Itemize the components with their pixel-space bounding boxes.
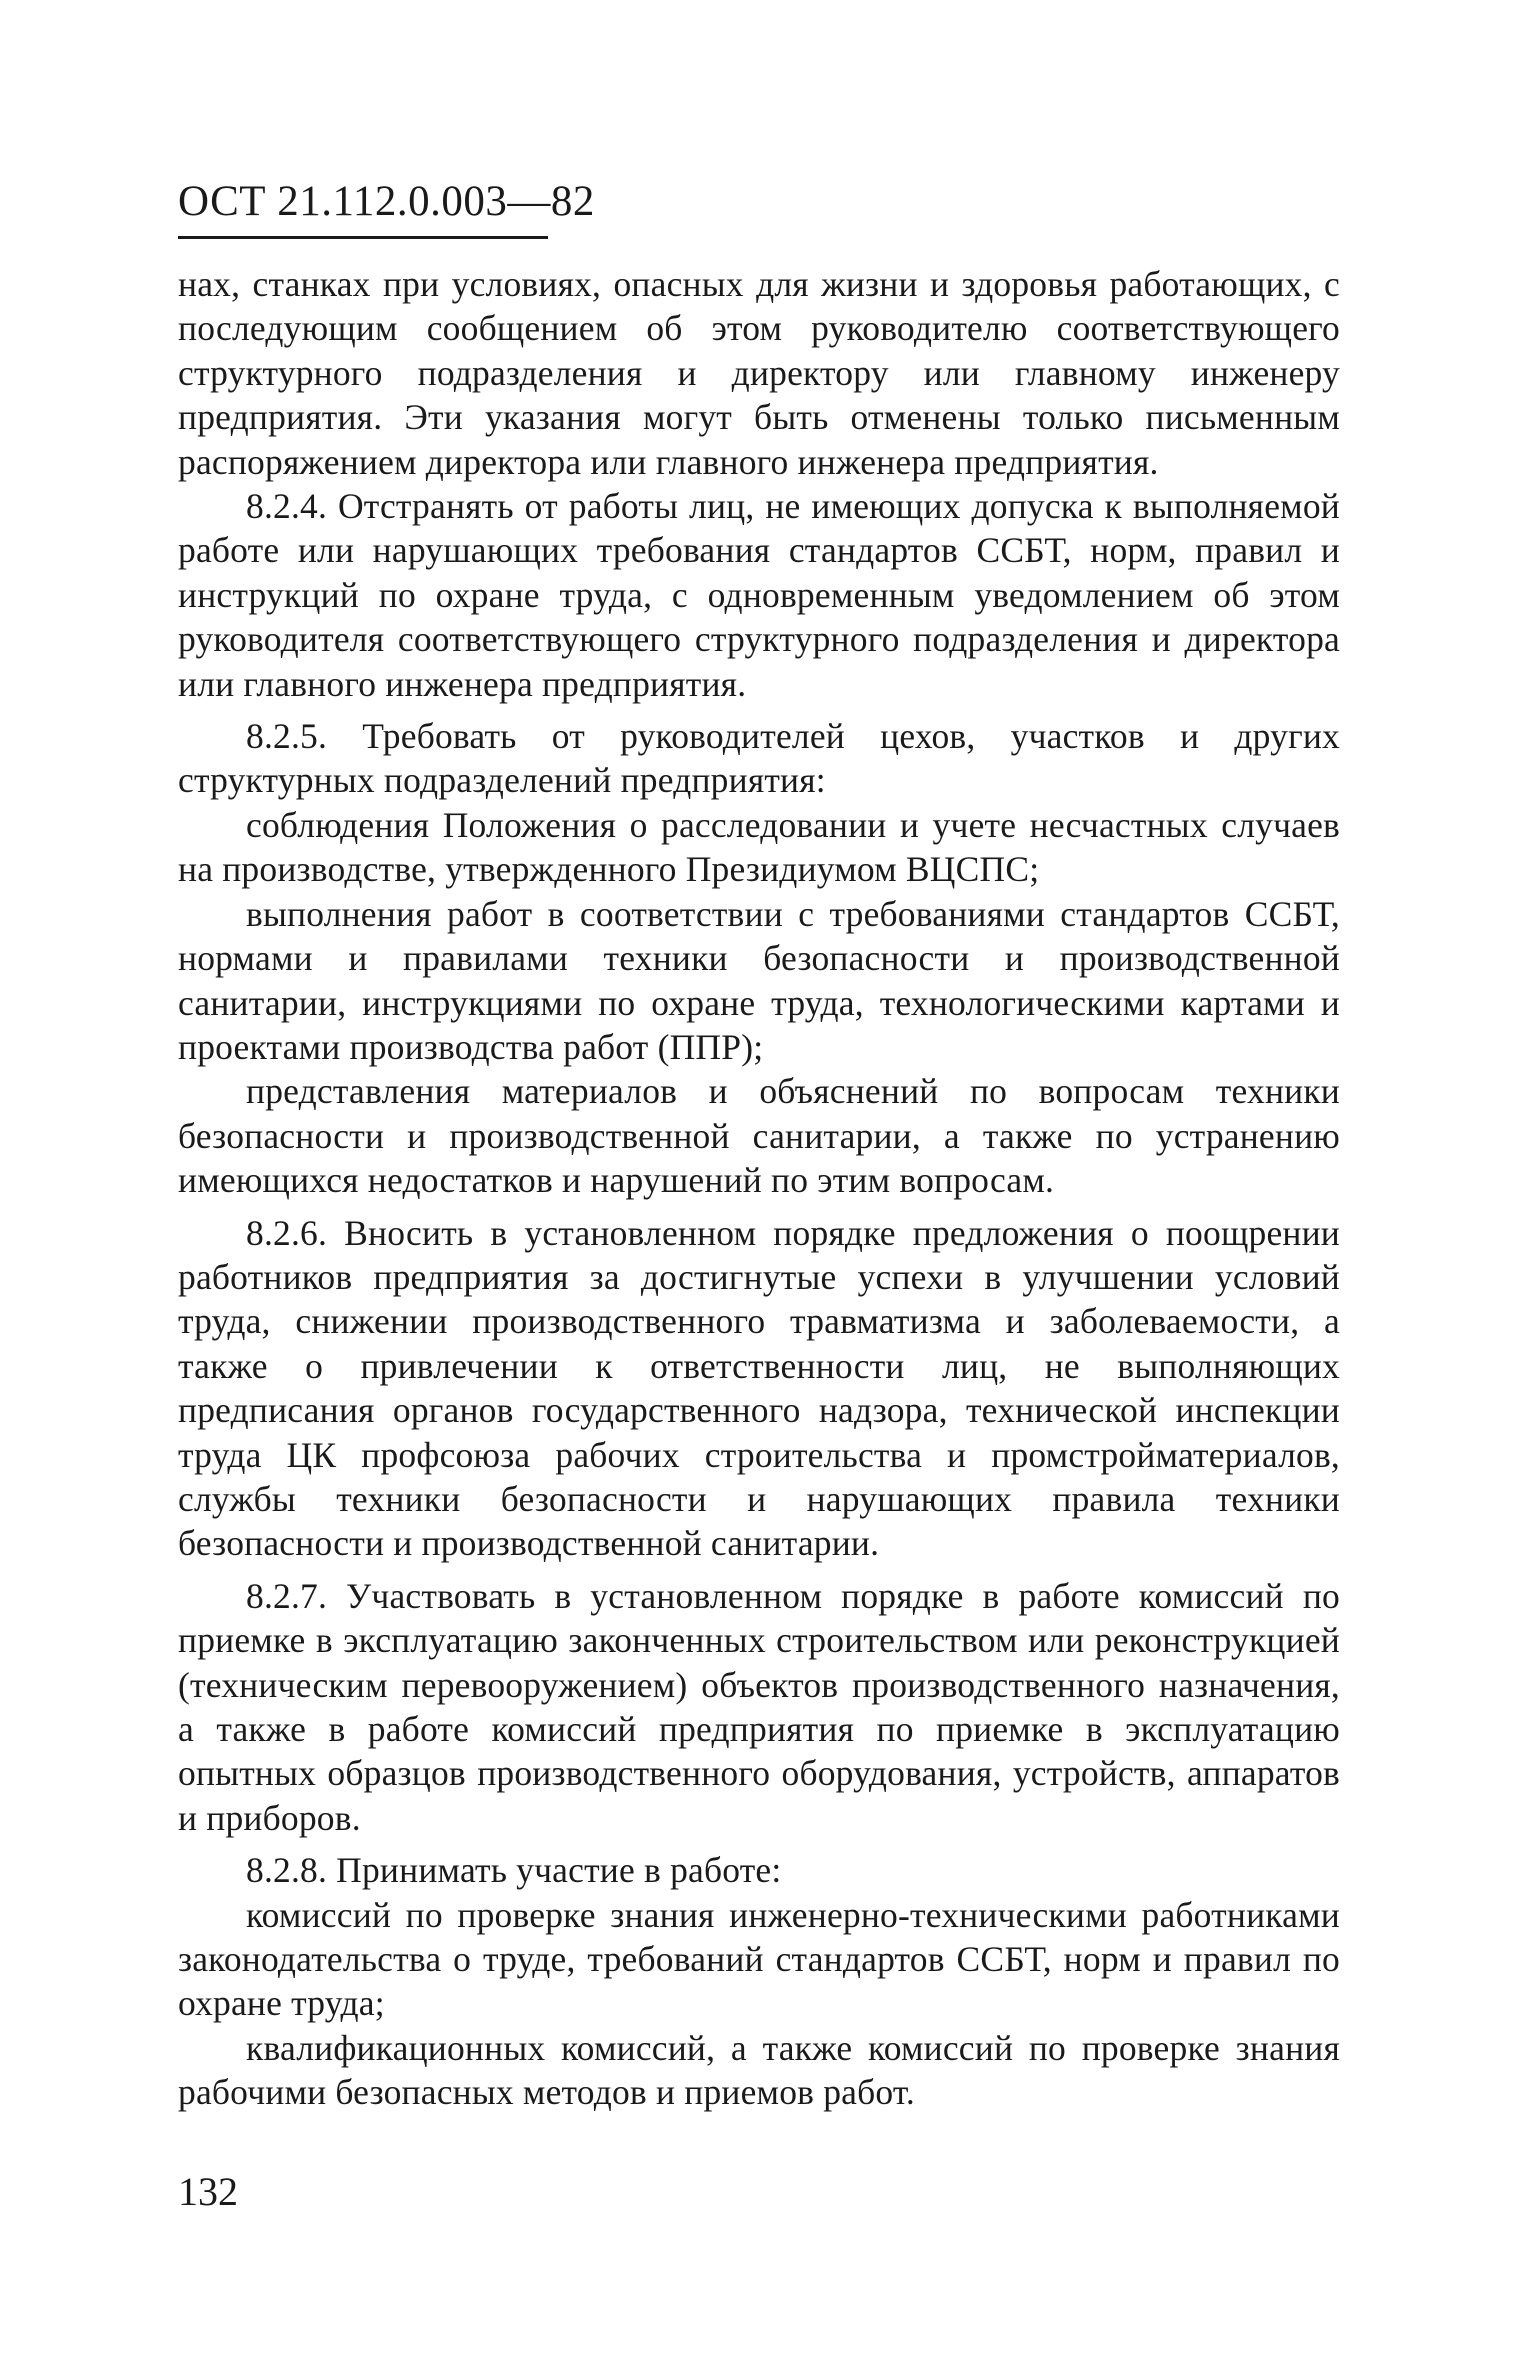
- paragraph-8-2-5: 8.2.5. Требовать от руководителей цехов, участков и других структурных подразделений предприятия:: [178, 716, 1340, 801]
- document-code-header: ОСТ 21.112.0.003—82: [178, 178, 595, 225]
- paragraph-continuation: нах, станках при условиях, опасных для жизни и здоровья работающих, с последующим сообщением об этом руководителю соответствующего структурного подразделения и директору или главному инженеру предприятия. Эти указания могут быть отменены только письменным распоряжением директора или главного инженера предприятия.: [178, 264, 1340, 482]
- paragraph-8-2-4: 8.2.4. Отстранять от работы лиц, не имеющих допуска к выполняемой работе или нарушающих требования стандартов ССБТ, норм, правил и инструкций по охране труда, с одновременным уведомлением об этом руководителя соответствующего структурного подразделения и директора или главного инженера предприятия.: [178, 486, 1340, 704]
- list-item-predstavleniya: представления материалов и объяснений по вопросам техники безопасности и производственной санитарии, а также по устранению имеющихся недостатков и нарушений по этим вопросам.: [178, 1071, 1340, 1201]
- list-item-kvalifikatsionnyh: квалификационных комиссий, а также комиссий по проверке знания рабочими безопасных методов и приемов работ.: [178, 2027, 1340, 2113]
- header-underline: [178, 236, 548, 239]
- paragraph-8-2-7: 8.2.7. Участвовать в установленном порядке в работе комиссий по приемке в эксплуатацию законченных строительством или реконструкцией (техническим перевооружением) объектов производственного назначения, а также в работе комиссий предприятия по приемке в эксплуатацию опытных образцов производственного оборудования, устройств, аппаратов и приборов.: [178, 1575, 1340, 1838]
- list-item-komissiy-proverke: комиссий по проверке знания инженерно-техническими работниками законодательства о труде, требований стандартов ССБТ, норм и правил по охране труда;: [178, 1894, 1340, 2024]
- list-item-sobludeniya: соблюдения Положения о расследовании и учете несчастных случаев на производстве, утвержденного Президиумом ВЦСПС;: [178, 804, 1340, 890]
- paragraph-8-2-6: 8.2.6. Вносить в установленном порядке предложения о поощрении работников предприятия за достигнутые успехи в улучшении условий труда, снижении производственного травматизма и заболеваемости, а также о привлечении к ответственности лиц, не выполняющих предписания органов государственного надзора, технической инспекции труда ЦК профсоюза рабочих строительства и промстройматериалов, службы техники безопасности и нарушающих правила техники безопасности и производственной санитарии.: [178, 1212, 1340, 1564]
- page-number: 132: [178, 2169, 238, 2214]
- list-item-vypolneniya: выполнения работ в соответствии с требованиями стандартов ССБТ, нормами и правилами техники безопасности и производственной санитарии, инструкциями по охране труда, технологическими картами и проектами производства работ (ППР);: [178, 893, 1340, 1067]
- paragraph-8-2-8: 8.2.8. Принимать участие в работе:: [246, 1850, 782, 1891]
- body-text: [178, 262, 1340, 2115]
